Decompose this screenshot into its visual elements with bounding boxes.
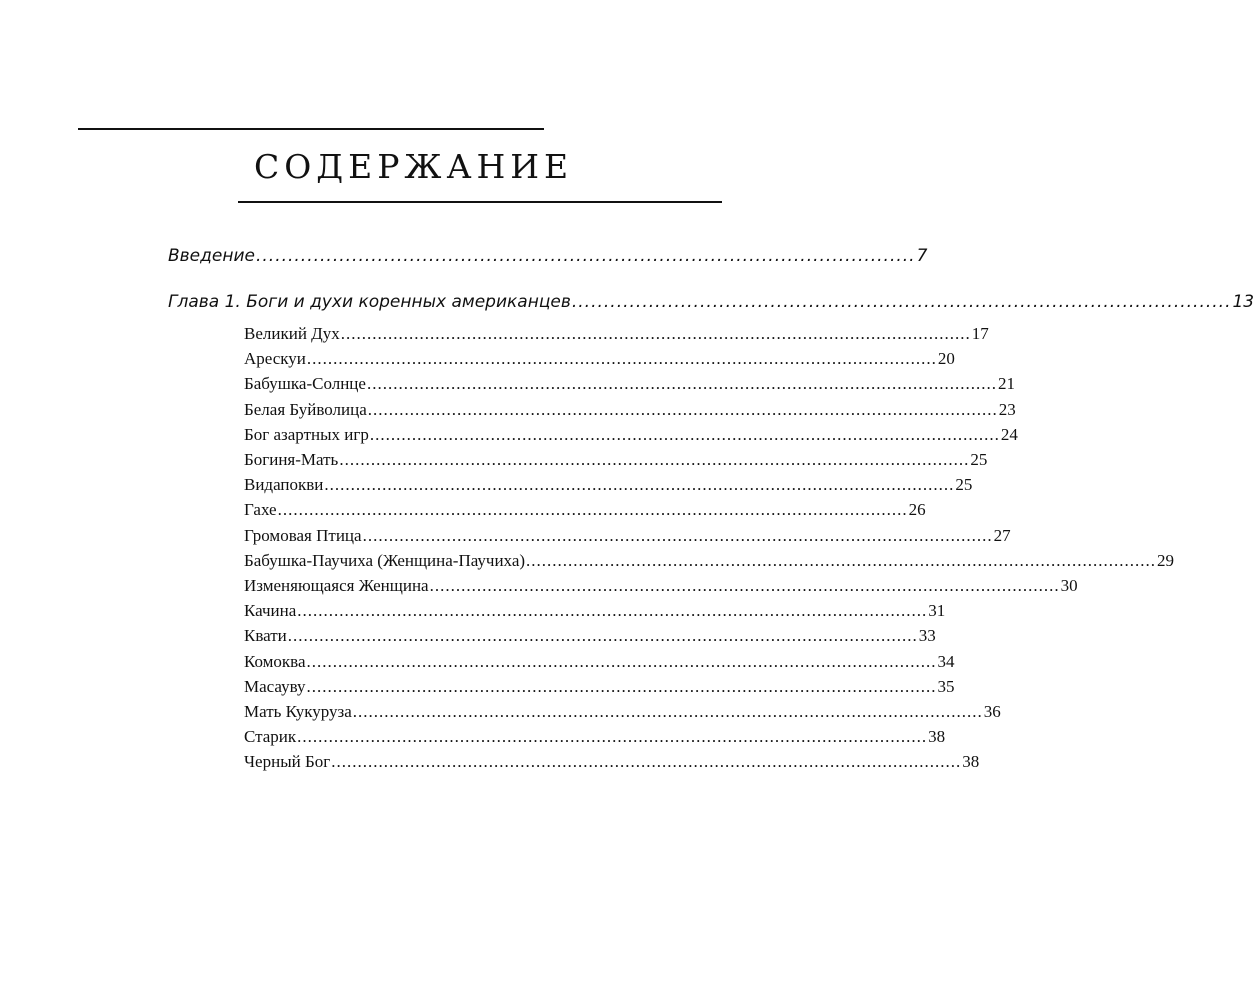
- toc-entry[interactable]: [244, 424, 1018, 445]
- toc-leader-dots: ........................................................................................................................: [306, 349, 937, 369]
- toc-leader-dots: ........................................................................................................................: [339, 450, 970, 469]
- toc-entry-label: Масауву: [244, 676, 306, 696]
- toc-entry-label: Глава 1. Боги и духи коренных американцев: [168, 292, 571, 312]
- toc-entry-page: 13: [1232, 292, 1254, 312]
- toc-entry[interactable]: [244, 727, 946, 747]
- toc-entry-label: Бабушка-Паучиха (Женщина-Паучиха): [244, 550, 526, 570]
- toc-entry-page: 38: [962, 752, 980, 772]
- toc-entry-page: 25: [970, 450, 988, 469]
- toc-entry[interactable]: [244, 651, 955, 672]
- toc-entry[interactable]: [244, 702, 1001, 722]
- toc-entry-label: Введение: [168, 246, 255, 266]
- toc-entry[interactable]: [244, 576, 1078, 596]
- toc-entry-page: 26: [908, 500, 926, 520]
- toc-entry-label: Комоква: [244, 651, 306, 671]
- toc-entry-page: 34: [937, 651, 955, 671]
- page-title: СОДЕРЖАНИЕ: [254, 147, 574, 186]
- toc-entry-page: 29: [1157, 550, 1175, 570]
- toc-entry[interactable]: [244, 475, 973, 495]
- toc-entry-label: Черный Бог: [244, 752, 331, 772]
- toc-leader-dots: ........................................................................................................................: [429, 576, 1060, 595]
- top-rule: [78, 128, 544, 130]
- toc-entry[interactable]: [244, 500, 926, 520]
- toc-leader-dots: .......................................................................................................: [571, 292, 1232, 312]
- toc-entry-page: 31: [928, 601, 946, 621]
- toc-entry-page: 21: [997, 374, 1015, 394]
- toc-leader-dots: ........................................................................................................................: [352, 702, 983, 721]
- toc-entry-page: 17: [971, 324, 989, 343]
- toc-entry-page: 24: [1000, 424, 1018, 444]
- bottom-rule: [238, 201, 722, 203]
- toc-leader-dots: ........................................................................................................................: [306, 676, 937, 696]
- toc-entry[interactable]: [244, 752, 980, 772]
- toc-entry-label: Качина: [244, 601, 297, 621]
- toc-entry-label: Мать Кукуруза: [244, 702, 352, 721]
- toc-entry-label: Белая Буйволица: [244, 399, 367, 419]
- toc-entry-label: Квати: [244, 626, 287, 646]
- toc-entry[interactable]: [244, 374, 1015, 394]
- toc-entry-page: 33: [918, 626, 936, 646]
- toc-leader-dots: ........................................................................................................................: [362, 525, 993, 545]
- toc-entry-label: Бабушка-Солнце: [244, 374, 366, 394]
- toc-entry-intro[interactable]: [168, 246, 928, 266]
- toc-entry-chapter-1[interactable]: [168, 292, 1254, 312]
- toc-leader-dots: ........................................................................................................................: [366, 374, 997, 394]
- toc-entry[interactable]: [244, 349, 955, 369]
- toc-entry-label: Великий Дух: [244, 324, 340, 343]
- toc-entry[interactable]: [244, 399, 1016, 420]
- toc-entry-page: 38: [928, 727, 946, 747]
- toc-leader-dots: ........................................................................................................................: [297, 601, 928, 621]
- toc-entry-label: Арескуи: [244, 349, 306, 369]
- toc-leader-dots: ........................................................................................................................: [277, 500, 908, 520]
- toc-leader-dots: ........................................................................................................................: [297, 727, 928, 747]
- toc-entry-page: 20: [937, 349, 955, 369]
- toc-entry[interactable]: [244, 525, 1011, 546]
- toc-entry-label: Громовая Птица: [244, 525, 362, 545]
- toc-entry-label: Гахе: [244, 500, 277, 520]
- toc-leader-dots: ........................................................................................................................: [306, 651, 937, 671]
- toc-entry-label: Бог азартных игр: [244, 424, 369, 444]
- toc-leader-dots: ........................................................................................................................: [367, 399, 998, 419]
- toc-leader-dots: ........................................................................................................................: [526, 550, 1157, 570]
- toc-entry-page: 27: [993, 525, 1011, 545]
- toc-entry[interactable]: [244, 324, 989, 344]
- toc-entry-page: 7: [916, 246, 928, 266]
- toc-entry-label: Видапокви: [244, 475, 324, 495]
- toc-leader-dots: .......................................................................................................: [255, 246, 916, 266]
- toc-entry-page: 23: [998, 399, 1016, 419]
- toc-leader-dots: ........................................................................................................................: [331, 752, 962, 772]
- toc-entry-page: 35: [937, 676, 955, 696]
- toc-entry-page: 36: [983, 702, 1001, 721]
- toc-entry[interactable]: [244, 676, 955, 697]
- toc-entry-page: 25: [955, 475, 973, 495]
- toc-leader-dots: ........................................................................................................................: [340, 324, 971, 343]
- toc-leader-dots: ........................................................................................................................: [369, 424, 1000, 444]
- toc-entry[interactable]: [244, 626, 936, 646]
- toc-entry-label: Изменяющаяся Женщина: [244, 576, 429, 595]
- toc-entry[interactable]: [244, 550, 1175, 571]
- toc-leader-dots: ........................................................................................................................: [287, 626, 918, 646]
- toc-entry[interactable]: [244, 601, 946, 621]
- toc-leader-dots: ........................................................................................................................: [324, 475, 955, 495]
- toc-entry-label: Старик: [244, 727, 297, 747]
- toc-entry-page: 30: [1060, 576, 1078, 595]
- toc-entry-label: Богиня-Мать: [244, 450, 339, 469]
- toc-entry[interactable]: [244, 450, 988, 470]
